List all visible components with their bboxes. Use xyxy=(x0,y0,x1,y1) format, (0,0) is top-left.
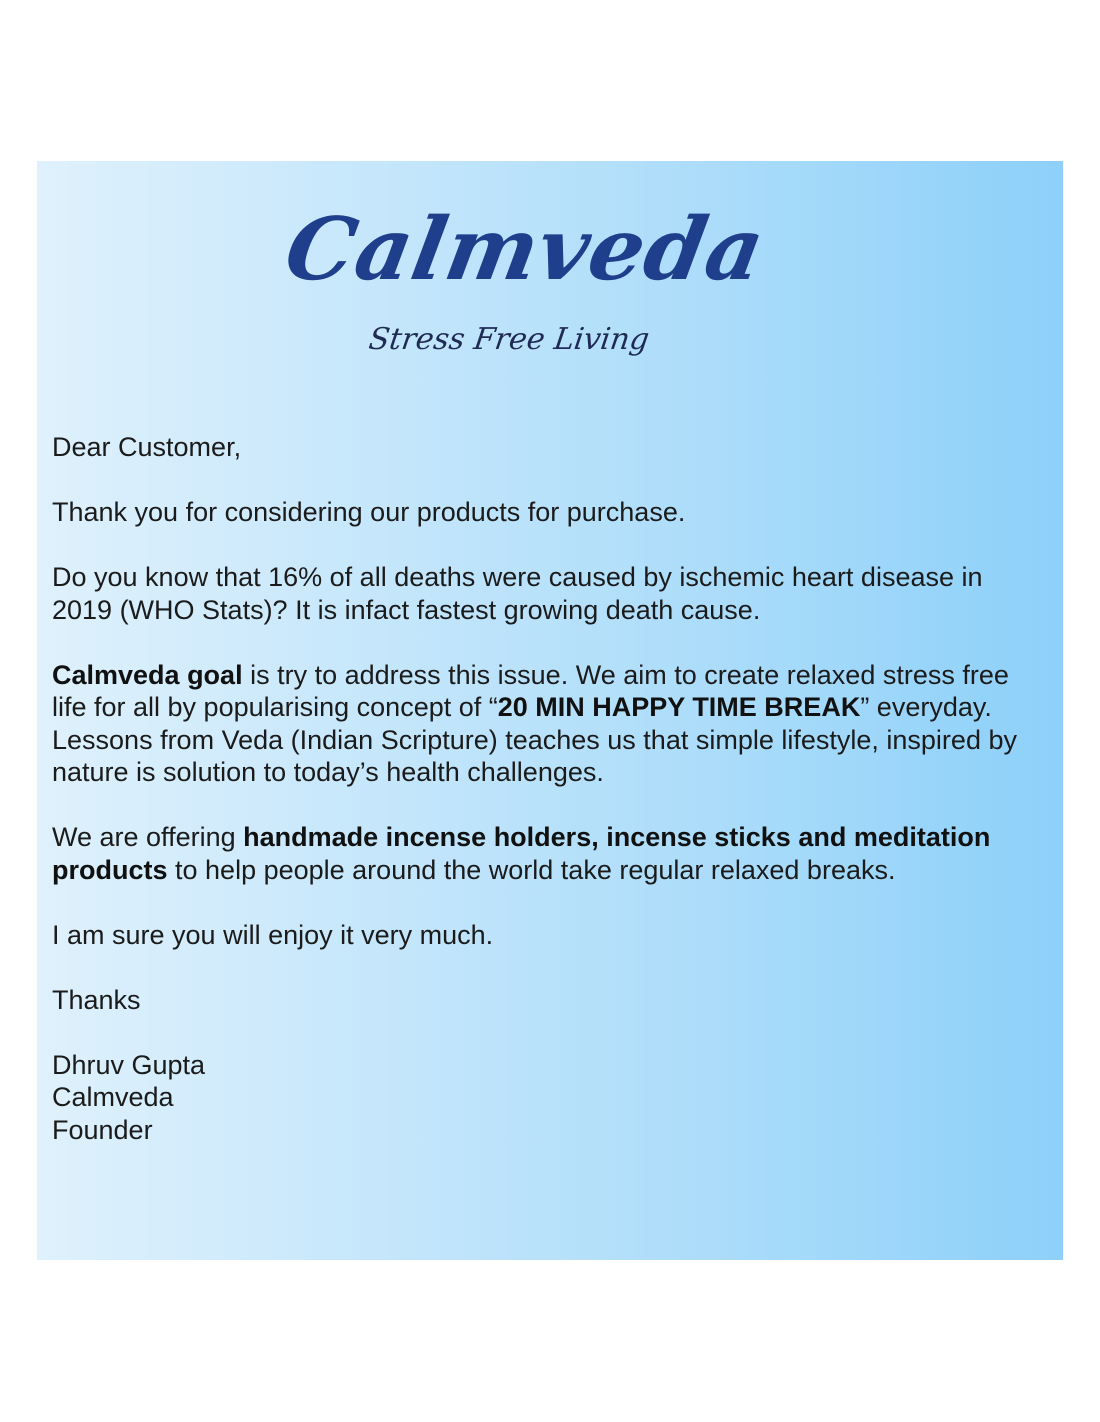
paragraph-goal xyxy=(52,659,1042,789)
closing: Thanks xyxy=(52,984,141,1015)
signature-title: Founder xyxy=(52,1114,153,1145)
signature-block xyxy=(52,1049,1042,1147)
paragraph-stats: Do you know that 16% of all deaths were caused by ischemic heart disease in 2019 (WHO Stats)? It is infact fastest growing death cause. xyxy=(52,562,983,625)
paragraph-enjoy: I am sure you will enjoy it very much. xyxy=(52,919,494,950)
goal-text-a: is try to address this issue. We aim to create relaxed stress free life for all by popularising concept of “ xyxy=(52,659,1009,722)
logo-tagline: Stress Free Living xyxy=(366,322,652,357)
paragraph-products xyxy=(52,821,1042,886)
letter-card xyxy=(37,161,1063,1260)
products-text-b: to help people around the world take regular relaxed breaks. xyxy=(167,854,896,885)
goal-text-b: ” everyday. Lessons from Veda (Indian Scripture) teaches us that simple lifestyle, inspired by nature is solution to today’s health challenges. xyxy=(52,692,1017,787)
paragraph-thanks: Thank you for considering our products for purchase. xyxy=(52,497,686,527)
letter-body xyxy=(52,431,1042,1179)
signature-name: Dhruv Gupta xyxy=(52,1049,206,1080)
calmveda-logo xyxy=(37,161,1063,401)
signature-company: Calmveda xyxy=(52,1082,174,1112)
logo-wordmark: Calmveda xyxy=(278,199,773,300)
goal-bold-lead: Calmveda goal xyxy=(52,659,243,690)
goal-bold-concept: 20 MIN HAPPY TIME BREAK xyxy=(497,692,861,722)
products-bold: handmade incense holders, incense sticks and meditation products xyxy=(52,822,991,885)
products-text-a: We are offering xyxy=(52,822,244,852)
greeting: Dear Customer, xyxy=(52,432,242,462)
